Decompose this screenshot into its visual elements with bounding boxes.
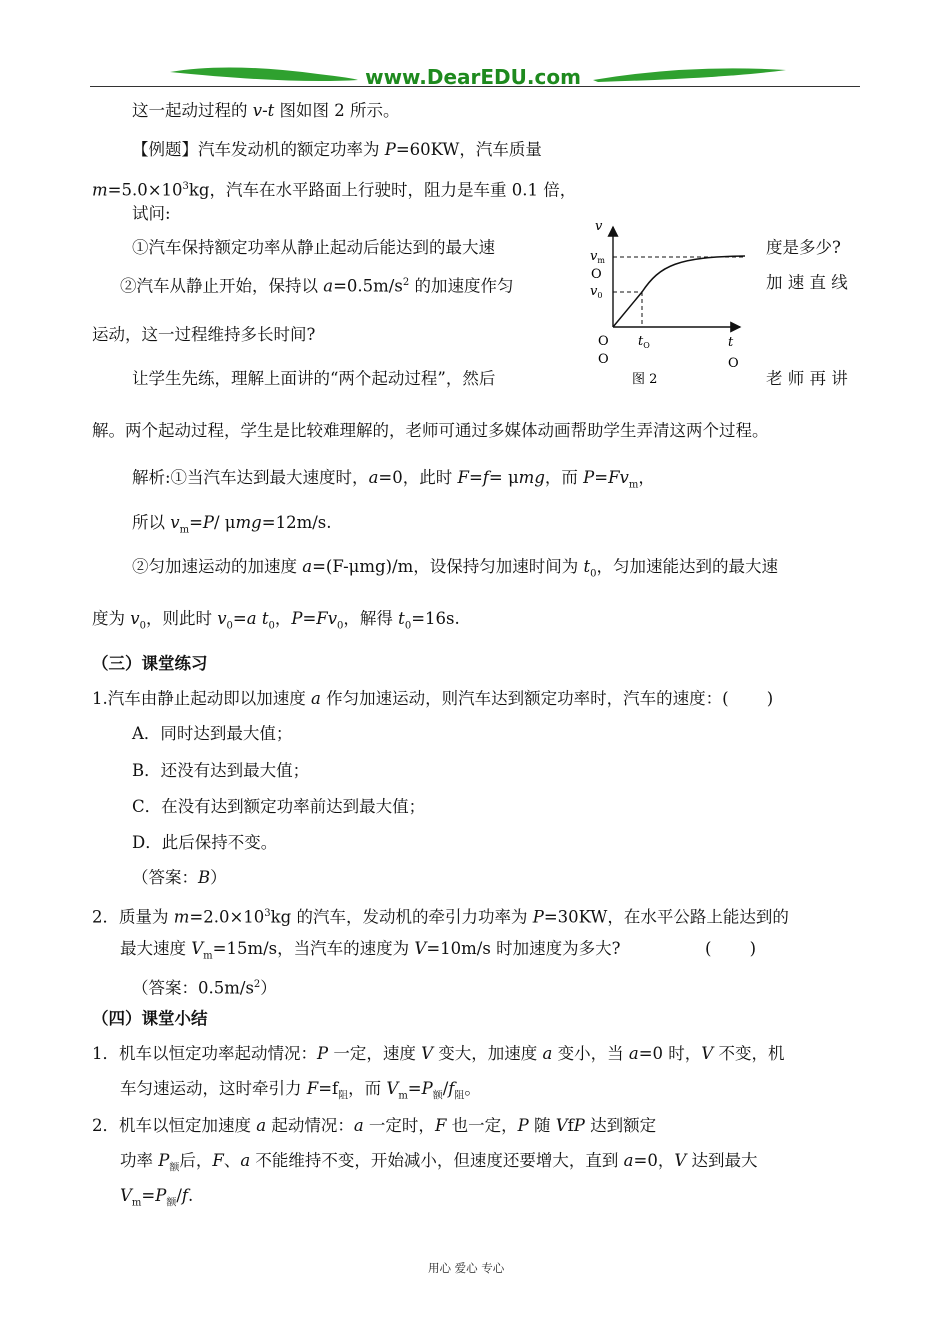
intro-line: 这一起动过程的 v-t 图如图 2 所示。 xyxy=(132,101,400,120)
logo-text: www.DearEDU.com xyxy=(365,65,581,89)
question-2-tail: 加 速 直 线 xyxy=(766,273,848,292)
section-heading-practice: （三）课堂练习 xyxy=(92,654,208,673)
summary-2-line-2: 功率 $P_额$后，F、a 不能维持不变，开始减小，但速度还要增大，直到 a=0，V 达到最大 xyxy=(120,1151,758,1174)
logo-swoosh-left xyxy=(170,67,358,81)
solution-line-2: 所以 $v_m=P/$ μmg=12m/s. xyxy=(132,513,332,536)
v-axis-label: v xyxy=(595,219,603,234)
section-heading-summary: （四）课堂小结 xyxy=(92,1009,208,1028)
teaching-note: 让学生先练，理解上面讲的“两个起动过程”，然后 xyxy=(132,369,496,388)
t-axis-o-label: O xyxy=(728,356,739,371)
option-c: C．在没有达到额定功率前达到最大值； xyxy=(132,797,426,816)
option-a: A．同时达到最大值； xyxy=(132,724,293,743)
velocity-curve xyxy=(613,256,745,327)
summary-1-line-2: 车匀速运动，这时牵引力 $F=f_阻$，而 $V_m=P_额/f_阻$。 xyxy=(120,1079,481,1102)
example-line-2: $m=5.0\times 10^3kg$，汽车在水平路面上行驶时，阻力是车重 0.1 倍， xyxy=(92,180,577,200)
v0-label: $v_0$ xyxy=(590,284,603,300)
example-line-1: 【例题】汽车发动机的额定功率为 P=60KW，汽车质量 xyxy=(132,140,542,159)
teaching-note-tail: 老 师 再 讲 xyxy=(766,369,848,388)
answer-blank-2: ( ) xyxy=(705,939,757,958)
option-d: D．此后保持不变。 xyxy=(132,833,278,852)
logo-swoosh-right xyxy=(593,68,786,82)
solution-line-3: ②匀加速运动的加速度 a=(F-μmg)/m，设保持匀加速时间为 $t_0$，匀加速能达到的最大速 xyxy=(132,557,778,580)
question-2-end: 运动，这一过程维持多长时间? xyxy=(92,325,316,344)
t-axis-label: t xyxy=(728,335,734,350)
teaching-explain: 解。两个起动过程，学生是比较难理解的，老师可通过多媒体动画帮助学生弄清这两个过程。 xyxy=(92,421,769,440)
answer-1: （答案：B） xyxy=(132,868,227,887)
t0-label: $t_O$ xyxy=(638,334,650,350)
summary-2-line-1: 2．机车以恒定加速度 a 起动情况：a 一定时，F 也一定，P 随 VfP 达到额定 xyxy=(92,1116,657,1135)
vm-label: $v_m$ xyxy=(590,249,605,265)
example-ask: 试问: xyxy=(132,204,171,223)
origin-label-2: O xyxy=(598,352,609,367)
practice-question-2-cont: 最大速度 $V_m=15m/s$，当汽车的速度为 V=10m/s 时加速度为多大? xyxy=(120,939,621,962)
question-2: ②汽车从静止开始，保持以 $a=0.5m/s^2$ 的加速度作匀 xyxy=(120,276,514,296)
origin-label: O xyxy=(598,334,609,349)
practice-question-2: 2．质量为 $m=2.0\times 10^3kg$ 的汽车，发动机的牵引力功率为 P=30KW，在水平公路上能达到的 xyxy=(92,907,789,927)
solution-line-1: 解析:①当汽车达到最大速度时，a=0，此时 F=f= μmg，而 $P=Fv_m$， xyxy=(132,468,655,491)
question-1-tail: 度是多少? xyxy=(766,238,841,257)
figure-caption: 图 2 xyxy=(632,372,658,385)
o-left-label: O xyxy=(591,267,602,282)
question-1: ①汽车保持额定功率从静止起动后能达到的最大速 xyxy=(132,238,495,257)
answer-2: （答案：$0.5m/s^2$） xyxy=(132,978,277,998)
option-b: B．还没有达到最大值； xyxy=(132,761,310,780)
summary-2-line-3: $V_m=P_额/f$. xyxy=(120,1186,194,1209)
header-rule xyxy=(90,86,860,87)
summary-1-line-1: 1．机车以恒定功率起动情况：P 一定，速度 V 变大，加速度 a 变小，当 a=0 时，V 不变，机 xyxy=(92,1044,785,1063)
practice-question-1: 1.汽车由静止起动即以加速度 a 作匀加速运动，则汽车达到额定功率时，汽车的速度：( ) xyxy=(92,689,774,708)
page-footer: 用心 爱心 专心 xyxy=(428,1261,505,1275)
solution-line-4: 度为 $v_0$，则此时 $v_0=a$ $t_0$，$P=Fv_0$，解得 $t_0=16s$. xyxy=(92,609,460,632)
vt-graph-figure xyxy=(580,215,760,385)
